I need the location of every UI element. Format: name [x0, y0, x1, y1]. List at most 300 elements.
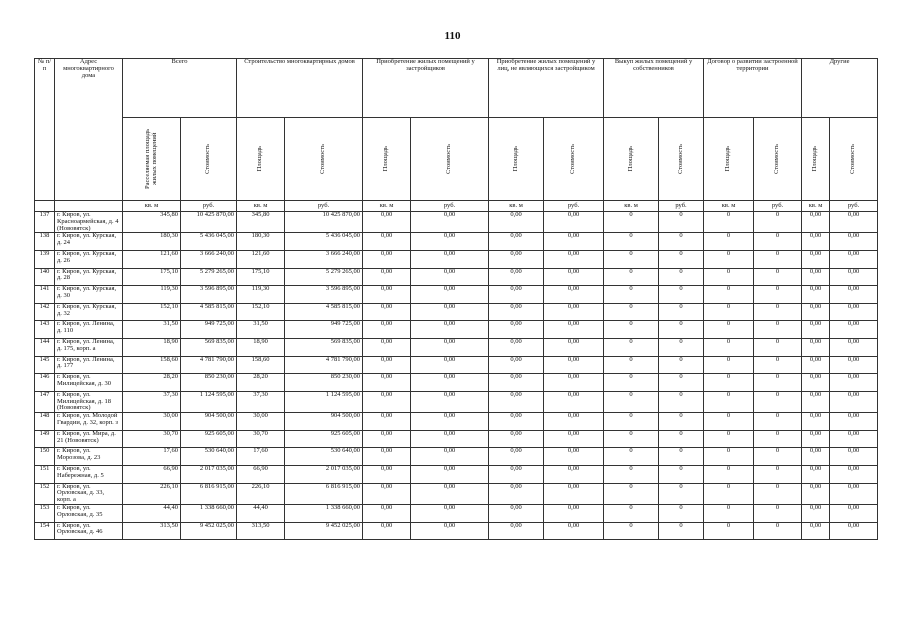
- purchase-dev-area-cell: 0,00: [363, 391, 411, 412]
- construction-area-cell: 44,40: [237, 505, 285, 523]
- header-purchase-nondev: Приобретение жилых помещений у лиц, не являющихся застройщиком: [489, 59, 604, 118]
- total-cost-cell: 2 017 035,00: [181, 466, 237, 484]
- table-row: [35, 339, 878, 357]
- construction-cost-cell: 5 279 265,00: [285, 268, 363, 286]
- other-cost-cell: 0,00: [830, 233, 878, 251]
- total-cost-cell: 904 500,00: [181, 413, 237, 431]
- dev-contract-cost-cell: 0: [754, 374, 802, 392]
- purchase-dev-area-cell: 0,00: [363, 466, 411, 484]
- buyout-cost-cell: 0: [659, 505, 704, 523]
- purchase-nondev-area-cell: 0,00: [489, 522, 544, 540]
- unit-area: кв. м: [604, 201, 659, 212]
- unit-blank: [35, 201, 55, 212]
- unit-area: кв. м: [123, 201, 181, 212]
- row-address: г. Киров, ул. Мира, д. 21 (Нововятск): [55, 430, 123, 448]
- row-address: г. Киров, ул. Молодой Гвардии, д. 32, корп. з: [55, 413, 123, 431]
- purchase-nondev-area-cell: 0,00: [489, 268, 544, 286]
- row-number: 139: [35, 251, 55, 269]
- construction-cost-cell: 530 640,00: [285, 448, 363, 466]
- dev-contract-cost-cell: 0: [754, 339, 802, 357]
- purchase-dev-area-cell: 0,00: [363, 251, 411, 269]
- header-construction: Строительство многоквартирных домов: [237, 59, 363, 118]
- other-area-cell: 0,00: [802, 522, 830, 540]
- construction-cost-cell: 949 725,00: [285, 321, 363, 339]
- subheader-cost: Стоимость: [285, 118, 363, 201]
- dev-contract-cost-cell: 0: [754, 483, 802, 504]
- row-number: 143: [35, 321, 55, 339]
- purchase-dev-cost-cell: 0,00: [411, 483, 489, 504]
- total-area-cell: 18,90: [123, 339, 181, 357]
- purchase-nondev-cost-cell: 0,00: [544, 233, 604, 251]
- purchase-dev-cost-cell: 0,00: [411, 303, 489, 321]
- row-number: 151: [35, 466, 55, 484]
- construction-cost-cell: 569 835,00: [285, 339, 363, 357]
- dev-contract-cost-cell: 0: [754, 391, 802, 412]
- construction-area-cell: 158,60: [237, 356, 285, 374]
- buyout-area-cell: 0: [604, 448, 659, 466]
- purchase-dev-cost-cell: 0,00: [411, 212, 489, 233]
- row-address: г. Киров, ул. Красноармейская, д. 4 (Нововятск): [55, 212, 123, 233]
- other-cost-cell: 0,00: [830, 413, 878, 431]
- construction-area-cell: 175,10: [237, 268, 285, 286]
- total-area-cell: 152,10: [123, 303, 181, 321]
- table-row: [35, 356, 878, 374]
- purchase-nondev-cost-cell: 0,00: [544, 251, 604, 269]
- buyout-cost-cell: 0: [659, 430, 704, 448]
- resettlement-table: [34, 58, 878, 540]
- dev-contract-cost-cell: 0: [754, 430, 802, 448]
- table-row: [35, 321, 878, 339]
- buyout-cost-cell: 0: [659, 413, 704, 431]
- row-number: 145: [35, 356, 55, 374]
- other-cost-cell: 0,00: [830, 321, 878, 339]
- unit-area: кв. м: [802, 201, 830, 212]
- total-cost-cell: 1 124 595,00: [181, 391, 237, 412]
- other-area-cell: 0,00: [802, 356, 830, 374]
- buyout-area-cell: 0: [604, 391, 659, 412]
- row-number: 141: [35, 286, 55, 304]
- purchase-dev-cost-cell: 0,00: [411, 505, 489, 523]
- purchase-nondev-area-cell: 0,00: [489, 339, 544, 357]
- buyout-cost-cell: 0: [659, 522, 704, 540]
- construction-cost-cell: 10 425 870,00: [285, 212, 363, 233]
- row-number: 144: [35, 339, 55, 357]
- row-address: г. Киров, ул. Ленина, д. 110: [55, 321, 123, 339]
- total-cost-cell: 949 725,00: [181, 321, 237, 339]
- dev-contract-cost-cell: 0: [754, 466, 802, 484]
- header-address: Адрес многоквартирного дома: [55, 59, 123, 201]
- other-cost-cell: 0,00: [830, 466, 878, 484]
- other-area-cell: 0,00: [802, 374, 830, 392]
- total-area-cell: 121,60: [123, 251, 181, 269]
- construction-area-cell: 30,00: [237, 413, 285, 431]
- construction-area-cell: 28,20: [237, 374, 285, 392]
- table-row: [35, 286, 878, 304]
- buyout-cost-cell: 0: [659, 233, 704, 251]
- unit-area: кв. м: [704, 201, 754, 212]
- buyout-area-cell: 0: [604, 374, 659, 392]
- other-cost-cell: 0,00: [830, 268, 878, 286]
- purchase-nondev-area-cell: 0,00: [489, 505, 544, 523]
- purchase-dev-area-cell: 0,00: [363, 212, 411, 233]
- purchase-dev-area-cell: 0,00: [363, 413, 411, 431]
- dev-contract-area-cell: 0: [704, 268, 754, 286]
- other-cost-cell: 0,00: [830, 251, 878, 269]
- purchase-nondev-cost-cell: 0,00: [544, 448, 604, 466]
- subheader-cost: Стоимость: [659, 118, 704, 201]
- dev-contract-cost-cell: 0: [754, 522, 802, 540]
- total-cost-cell: 10 425 870,00: [181, 212, 237, 233]
- dev-contract-area-cell: 0: [704, 303, 754, 321]
- row-number: 138: [35, 233, 55, 251]
- purchase-dev-area-cell: 0,00: [363, 286, 411, 304]
- row-number: 153: [35, 505, 55, 523]
- row-address: г. Киров, ул. Курская, д. 24: [55, 233, 123, 251]
- construction-area-cell: 121,60: [237, 251, 285, 269]
- buyout-cost-cell: 0: [659, 374, 704, 392]
- dev-contract-area-cell: 0: [704, 505, 754, 523]
- purchase-nondev-cost-cell: 0,00: [544, 430, 604, 448]
- purchase-dev-cost-cell: 0,00: [411, 374, 489, 392]
- purchase-nondev-cost-cell: 0,00: [544, 374, 604, 392]
- other-cost-cell: 0,00: [830, 448, 878, 466]
- purchase-nondev-area-cell: 0,00: [489, 391, 544, 412]
- row-number: 148: [35, 413, 55, 431]
- table-row: [35, 268, 878, 286]
- other-area-cell: 0,00: [802, 505, 830, 523]
- purchase-dev-area-cell: 0,00: [363, 430, 411, 448]
- dev-contract-cost-cell: 0: [754, 356, 802, 374]
- buyout-cost-cell: 0: [659, 268, 704, 286]
- dev-contract-area-cell: 0: [704, 391, 754, 412]
- row-address: г. Киров, ул. Орловская, д. 46: [55, 522, 123, 540]
- construction-area-cell: 66,90: [237, 466, 285, 484]
- purchase-dev-area-cell: 0,00: [363, 339, 411, 357]
- subheader-cost: Стоимость: [544, 118, 604, 201]
- unit-rub: руб.: [659, 201, 704, 212]
- buyout-area-cell: 0: [604, 466, 659, 484]
- purchase-dev-cost-cell: 0,00: [411, 430, 489, 448]
- other-area-cell: 0,00: [802, 303, 830, 321]
- row-number: 137: [35, 212, 55, 233]
- construction-cost-cell: 850 230,00: [285, 374, 363, 392]
- other-area-cell: 0,00: [802, 268, 830, 286]
- header-buyout: Выкуп жилых помещений у собственников: [604, 59, 704, 118]
- buyout-cost-cell: 0: [659, 391, 704, 412]
- other-area-cell: 0,00: [802, 430, 830, 448]
- header-total: Всего: [123, 59, 237, 118]
- construction-cost-cell: 4 781 790,00: [285, 356, 363, 374]
- dev-contract-area-cell: 0: [704, 321, 754, 339]
- row-number: 154: [35, 522, 55, 540]
- subheader-area: Площадь: [237, 118, 285, 201]
- row-address: г. Киров, ул. Курская, д. 26: [55, 251, 123, 269]
- buyout-area-cell: 0: [604, 430, 659, 448]
- table-row: [35, 483, 878, 504]
- buyout-cost-cell: 0: [659, 321, 704, 339]
- other-area-cell: 0,00: [802, 339, 830, 357]
- total-area-cell: 345,80: [123, 212, 181, 233]
- purchase-dev-cost-cell: 0,00: [411, 268, 489, 286]
- purchase-nondev-area-cell: 0,00: [489, 286, 544, 304]
- table-row: [35, 413, 878, 431]
- other-area-cell: 0,00: [802, 251, 830, 269]
- construction-cost-cell: 2 017 035,00: [285, 466, 363, 484]
- total-cost-cell: 9 452 025,00: [181, 522, 237, 540]
- purchase-nondev-cost-cell: 0,00: [544, 522, 604, 540]
- unit-area: кв. м: [489, 201, 544, 212]
- dev-contract-cost-cell: 0: [754, 251, 802, 269]
- buyout-cost-cell: 0: [659, 466, 704, 484]
- dev-contract-area-cell: 0: [704, 374, 754, 392]
- buyout-area-cell: 0: [604, 483, 659, 504]
- table-row: [35, 391, 878, 412]
- unit-area: кв. м: [363, 201, 411, 212]
- unit-rub: руб.: [411, 201, 489, 212]
- construction-cost-cell: 1 338 660,00: [285, 505, 363, 523]
- construction-cost-cell: 925 605,00: [285, 430, 363, 448]
- purchase-dev-area-cell: 0,00: [363, 356, 411, 374]
- other-cost-cell: 0,00: [830, 303, 878, 321]
- total-area-cell: 66,90: [123, 466, 181, 484]
- dev-contract-area-cell: 0: [704, 466, 754, 484]
- construction-area-cell: 226,10: [237, 483, 285, 504]
- purchase-dev-area-cell: 0,00: [363, 483, 411, 504]
- purchase-nondev-area-cell: 0,00: [489, 466, 544, 484]
- header-other: Другие: [802, 59, 878, 118]
- purchase-dev-cost-cell: 0,00: [411, 522, 489, 540]
- total-cost-cell: 5 436 045,00: [181, 233, 237, 251]
- purchase-nondev-area-cell: 0,00: [489, 233, 544, 251]
- buyout-cost-cell: 0: [659, 286, 704, 304]
- row-address: г. Киров, ул. Морозова, д. 23: [55, 448, 123, 466]
- row-address: г. Киров, ул. Ленина, д. 177: [55, 356, 123, 374]
- total-cost-cell: 925 605,00: [181, 430, 237, 448]
- other-cost-cell: 0,00: [830, 286, 878, 304]
- dev-contract-area-cell: 0: [704, 413, 754, 431]
- other-cost-cell: 0,00: [830, 430, 878, 448]
- other-area-cell: 0,00: [802, 321, 830, 339]
- construction-cost-cell: 5 436 045,00: [285, 233, 363, 251]
- purchase-dev-area-cell: 0,00: [363, 522, 411, 540]
- dev-contract-cost-cell: 0: [754, 233, 802, 251]
- purchase-nondev-area-cell: 0,00: [489, 483, 544, 504]
- row-address: г. Киров, ул. Курская, д. 32: [55, 303, 123, 321]
- total-cost-cell: 5 279 265,00: [181, 268, 237, 286]
- table-row: [35, 374, 878, 392]
- buyout-area-cell: 0: [604, 413, 659, 431]
- construction-cost-cell: 3 666 240,00: [285, 251, 363, 269]
- total-cost-cell: 4 585 815,00: [181, 303, 237, 321]
- subheader-area: Площадь: [802, 118, 830, 201]
- dev-contract-cost-cell: 0: [754, 413, 802, 431]
- total-cost-cell: 850 230,00: [181, 374, 237, 392]
- purchase-nondev-cost-cell: 0,00: [544, 413, 604, 431]
- other-area-cell: 0,00: [802, 391, 830, 412]
- purchase-dev-area-cell: 0,00: [363, 321, 411, 339]
- header-num: № п/п: [35, 59, 55, 201]
- construction-cost-cell: 1 124 595,00: [285, 391, 363, 412]
- total-cost-cell: 1 338 660,00: [181, 505, 237, 523]
- total-cost-cell: 569 835,00: [181, 339, 237, 357]
- buyout-cost-cell: 0: [659, 356, 704, 374]
- buyout-area-cell: 0: [604, 233, 659, 251]
- purchase-nondev-area-cell: 0,00: [489, 413, 544, 431]
- unit-blank: [55, 201, 123, 212]
- table-row: [35, 505, 878, 523]
- row-address: г. Киров, ул. Орловская, д. 33, корп. а: [55, 483, 123, 504]
- header-dev-contract: Договор о развитии застроенной территории: [704, 59, 802, 118]
- construction-cost-cell: 3 596 895,00: [285, 286, 363, 304]
- purchase-dev-cost-cell: 0,00: [411, 466, 489, 484]
- subheader-area: Площадь: [604, 118, 659, 201]
- purchase-nondev-area-cell: 0,00: [489, 251, 544, 269]
- buyout-area-cell: 0: [604, 268, 659, 286]
- construction-cost-cell: 4 585 815,00: [285, 303, 363, 321]
- purchase-dev-area-cell: 0,00: [363, 374, 411, 392]
- total-area-cell: 30,00: [123, 413, 181, 431]
- dev-contract-cost-cell: 0: [754, 505, 802, 523]
- unit-rub: руб.: [285, 201, 363, 212]
- table-row: [35, 430, 878, 448]
- purchase-dev-area-cell: 0,00: [363, 268, 411, 286]
- dev-contract-cost-cell: 0: [754, 286, 802, 304]
- row-number: 142: [35, 303, 55, 321]
- purchase-nondev-area-cell: 0,00: [489, 212, 544, 233]
- row-address: г. Киров, ул. Милицейская, д. 30: [55, 374, 123, 392]
- subheader-resettled-area: Расселяемая площадь жилых помещений: [123, 118, 181, 201]
- subheader-area: Площадь: [704, 118, 754, 201]
- dev-contract-area-cell: 0: [704, 212, 754, 233]
- buyout-cost-cell: 0: [659, 448, 704, 466]
- total-area-cell: 158,60: [123, 356, 181, 374]
- other-cost-cell: 0,00: [830, 356, 878, 374]
- purchase-nondev-area-cell: 0,00: [489, 448, 544, 466]
- purchase-nondev-cost-cell: 0,00: [544, 268, 604, 286]
- purchase-dev-cost-cell: 0,00: [411, 286, 489, 304]
- construction-area-cell: 180,30: [237, 233, 285, 251]
- purchase-dev-cost-cell: 0,00: [411, 413, 489, 431]
- construction-area-cell: 313,50: [237, 522, 285, 540]
- purchase-nondev-cost-cell: 0,00: [544, 303, 604, 321]
- total-cost-cell: 3 666 240,00: [181, 251, 237, 269]
- total-cost-cell: 530 640,00: [181, 448, 237, 466]
- purchase-dev-cost-cell: 0,00: [411, 251, 489, 269]
- purchase-dev-cost-cell: 0,00: [411, 448, 489, 466]
- total-cost-cell: 4 781 790,00: [181, 356, 237, 374]
- total-area-cell: 313,50: [123, 522, 181, 540]
- buyout-area-cell: 0: [604, 251, 659, 269]
- construction-cost-cell: 9 452 025,00: [285, 522, 363, 540]
- dev-contract-area-cell: 0: [704, 448, 754, 466]
- total-area-cell: 180,30: [123, 233, 181, 251]
- other-area-cell: 0,00: [802, 233, 830, 251]
- other-cost-cell: 0,00: [830, 483, 878, 504]
- buyout-cost-cell: 0: [659, 212, 704, 233]
- row-address: г. Киров, ул. Набережная, д. 5: [55, 466, 123, 484]
- total-area-cell: 31,50: [123, 321, 181, 339]
- dev-contract-area-cell: 0: [704, 339, 754, 357]
- dev-contract-area-cell: 0: [704, 483, 754, 504]
- table-row: [35, 448, 878, 466]
- other-cost-cell: 0,00: [830, 212, 878, 233]
- subheader-cost: Стоимость: [411, 118, 489, 201]
- purchase-dev-area-cell: 0,00: [363, 448, 411, 466]
- total-cost-cell: 3 596 895,00: [181, 286, 237, 304]
- table-row: [35, 522, 878, 540]
- dev-contract-cost-cell: 0: [754, 321, 802, 339]
- purchase-nondev-area-cell: 0,00: [489, 303, 544, 321]
- other-cost-cell: 0,00: [830, 522, 878, 540]
- subheader-area: Площадь: [363, 118, 411, 201]
- construction-area-cell: 119,30: [237, 286, 285, 304]
- purchase-dev-cost-cell: 0,00: [411, 356, 489, 374]
- construction-area-cell: 18,90: [237, 339, 285, 357]
- total-area-cell: 17,60: [123, 448, 181, 466]
- construction-area-cell: 17,60: [237, 448, 285, 466]
- construction-area-cell: 152,10: [237, 303, 285, 321]
- buyout-cost-cell: 0: [659, 303, 704, 321]
- dev-contract-cost-cell: 0: [754, 448, 802, 466]
- other-area-cell: 0,00: [802, 483, 830, 504]
- other-area-cell: 0,00: [802, 413, 830, 431]
- buyout-area-cell: 0: [604, 212, 659, 233]
- purchase-nondev-cost-cell: 0,00: [544, 483, 604, 504]
- purchase-dev-cost-cell: 0,00: [411, 339, 489, 357]
- total-area-cell: 28,20: [123, 374, 181, 392]
- construction-area-cell: 30,70: [237, 430, 285, 448]
- row-address: г. Киров, ул. Курская, д. 30: [55, 286, 123, 304]
- total-area-cell: 30,70: [123, 430, 181, 448]
- other-cost-cell: 0,00: [830, 374, 878, 392]
- row-address: г. Киров, ул. Ленина, д. 175, корп. а: [55, 339, 123, 357]
- page-number: 110: [444, 30, 461, 42]
- table-row: [35, 303, 878, 321]
- purchase-nondev-cost-cell: 0,00: [544, 356, 604, 374]
- table-row: [35, 251, 878, 269]
- total-area-cell: 44,40: [123, 505, 181, 523]
- subheader-area: Площадь: [489, 118, 544, 201]
- row-number: 140: [35, 268, 55, 286]
- total-area-cell: 175,10: [123, 268, 181, 286]
- other-cost-cell: 0,00: [830, 391, 878, 412]
- buyout-cost-cell: 0: [659, 483, 704, 504]
- purchase-dev-area-cell: 0,00: [363, 303, 411, 321]
- buyout-area-cell: 0: [604, 505, 659, 523]
- purchase-dev-cost-cell: 0,00: [411, 321, 489, 339]
- unit-rub: руб.: [754, 201, 802, 212]
- construction-area-cell: 31,50: [237, 321, 285, 339]
- unit-rub: руб.: [830, 201, 878, 212]
- purchase-nondev-area-cell: 0,00: [489, 374, 544, 392]
- dev-contract-area-cell: 0: [704, 356, 754, 374]
- dev-contract-area-cell: 0: [704, 233, 754, 251]
- dev-contract-cost-cell: 0: [754, 212, 802, 233]
- row-number: 147: [35, 391, 55, 412]
- purchase-nondev-cost-cell: 0,00: [544, 391, 604, 412]
- construction-area-cell: 37,30: [237, 391, 285, 412]
- table-body: [35, 212, 878, 540]
- dev-contract-area-cell: 0: [704, 522, 754, 540]
- dev-contract-cost-cell: 0: [754, 303, 802, 321]
- purchase-nondev-cost-cell: 0,00: [544, 505, 604, 523]
- purchase-dev-area-cell: 0,00: [363, 505, 411, 523]
- row-number: 146: [35, 374, 55, 392]
- construction-area-cell: 345,80: [237, 212, 285, 233]
- purchase-nondev-area-cell: 0,00: [489, 356, 544, 374]
- buyout-area-cell: 0: [604, 286, 659, 304]
- purchase-nondev-cost-cell: 0,00: [544, 286, 604, 304]
